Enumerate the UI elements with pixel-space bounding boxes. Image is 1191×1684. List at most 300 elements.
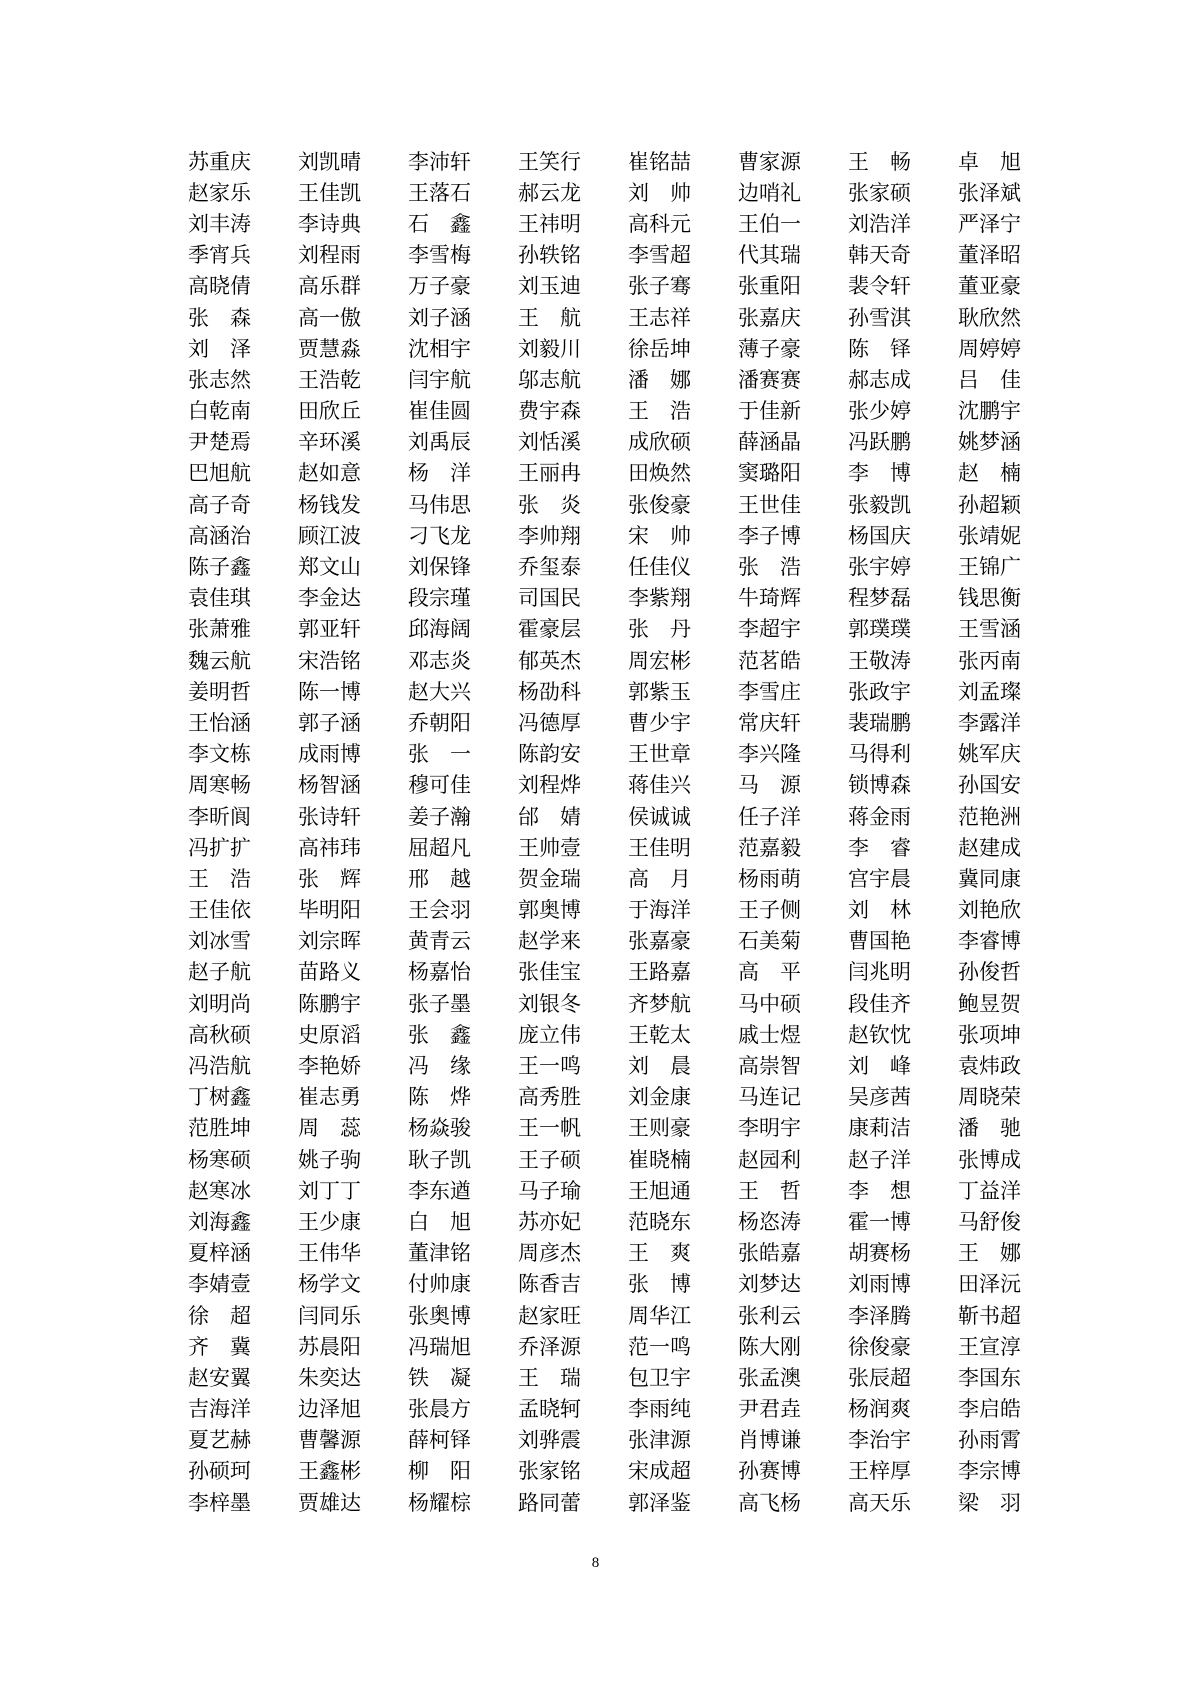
name-cell: 成欣硕: [628, 430, 691, 455]
name-cell: 李雪梅: [408, 243, 471, 268]
name-row: [188, 800, 1028, 831]
name-cell: 张 炎: [518, 492, 581, 517]
name-cell: 王佳明: [628, 835, 691, 860]
name-cell: 徐岳坤: [628, 336, 691, 361]
name-cell: 霍豪层: [518, 617, 581, 642]
name-cell: 杨 洋: [408, 461, 471, 486]
name-cell: 李宗博: [958, 1459, 1021, 1484]
name-cell: 张辰超: [848, 1365, 911, 1390]
name-cell: 白乾南: [188, 399, 251, 424]
name-cell: 王宣淳: [958, 1334, 1021, 1359]
name-cell: 乔朝阳: [408, 710, 471, 735]
name-cell: 王少康: [298, 1209, 361, 1234]
name-row: [188, 956, 1028, 987]
name-cell: 程梦磊: [848, 586, 911, 611]
name-cell: 孙俊哲: [958, 960, 1021, 985]
name-cell: 邱海阔: [408, 617, 471, 642]
name-cell: 吕 佳: [958, 367, 1021, 392]
name-cell: 段宗瑾: [408, 586, 471, 611]
name-cell: 郭紫玉: [628, 679, 691, 704]
name-cell: 董津铭: [408, 1241, 471, 1266]
name-cell: 王帅壹: [518, 835, 581, 860]
name-cell: 邬志航: [518, 367, 581, 392]
name-cell: 李泽腾: [848, 1303, 911, 1328]
name-cell: 刘梦达: [738, 1272, 801, 1297]
name-cell: 边哨礼: [738, 180, 801, 205]
name-cell: 陈 铎: [848, 336, 911, 361]
name-cell: 贾雄达: [298, 1490, 361, 1515]
name-cell: 高 平: [738, 960, 801, 985]
name-cell: 张萧雅: [188, 617, 251, 642]
name-cell: 王敬涛: [848, 648, 911, 673]
name-cell: 屈超凡: [408, 835, 471, 860]
name-cell: 李启皓: [958, 1397, 1021, 1422]
name-cell: 王伯一: [738, 211, 801, 236]
name-cell: 蒋佳兴: [628, 773, 691, 798]
name-cell: 付帅康: [408, 1272, 471, 1297]
name-cell: 吴彦茜: [848, 1085, 911, 1110]
name-cell: 冯浩航: [188, 1054, 251, 1079]
name-cell: 于海洋: [628, 898, 691, 923]
name-cell: 康莉洁: [848, 1116, 911, 1141]
name-cell: 张子骞: [628, 274, 691, 299]
name-cell: 张 鑫: [408, 1022, 471, 1047]
name-cell: 孙轶铭: [518, 243, 581, 268]
name-cell: 王志祥: [628, 305, 691, 330]
page-number: 8: [591, 1555, 600, 1571]
name-cell: 李国东: [958, 1365, 1021, 1390]
name-cell: 袁佳琪: [188, 586, 251, 611]
name-cell: 于佳新: [738, 399, 801, 424]
name-cell: 李露洋: [958, 710, 1021, 735]
name-cell: 李治宇: [848, 1428, 911, 1453]
name-cell: 乔玺泰: [518, 555, 581, 580]
name-cell: 夏梓涵: [188, 1241, 251, 1266]
name-row: [188, 738, 1028, 769]
name-cell: 刘恬溪: [518, 430, 581, 455]
name-cell: 赵学来: [518, 929, 581, 954]
name-cell: 王伟华: [298, 1241, 361, 1266]
name-cell: 张佳宝: [518, 960, 581, 985]
name-cell: 钱思衡: [958, 586, 1021, 611]
name-cell: 铁 凝: [408, 1365, 471, 1390]
name-cell: 李兴隆: [738, 742, 801, 767]
name-cell: 冯扩扩: [188, 835, 251, 860]
name-row: [188, 925, 1028, 956]
name-cell: 曹国艳: [848, 929, 911, 954]
name-cell: 常庆轩: [738, 710, 801, 735]
name-cell: 郝志成: [848, 367, 911, 392]
name-cell: 张嘉豪: [628, 929, 691, 954]
name-cell: 刘浩洋: [848, 211, 911, 236]
name-cell: 穆可佳: [408, 773, 471, 798]
name-row: [188, 270, 1028, 301]
name-row: [188, 1455, 1028, 1486]
name-cell: 路同蕾: [518, 1490, 581, 1515]
name-cell: 徐俊豪: [848, 1334, 911, 1359]
name-cell: 李子博: [738, 523, 801, 548]
name-cell: 徐 超: [188, 1303, 251, 1328]
name-cell: 张皓嘉: [738, 1241, 801, 1266]
name-cell: 崔铭喆: [628, 149, 691, 174]
name-cell: 孙赛博: [738, 1459, 801, 1484]
name-row: [188, 1393, 1028, 1424]
name-cell: 柳 阳: [408, 1459, 471, 1484]
name-cell: 张家铭: [518, 1459, 581, 1484]
name-cell: 郭子涵: [298, 710, 361, 735]
name-cell: 赵子航: [188, 960, 251, 985]
name-cell: 杨智涵: [298, 773, 361, 798]
name-cell: 司国民: [518, 586, 581, 611]
name-cell: 马伟思: [408, 492, 471, 517]
name-cell: 石美菊: [738, 929, 801, 954]
name-cell: 尹君垚: [738, 1397, 801, 1422]
name-cell: 王笑行: [518, 149, 581, 174]
name-cell: 冀同康: [958, 866, 1021, 891]
name-cell: 马舒俊: [958, 1209, 1021, 1234]
name-cell: 韩天奇: [848, 243, 911, 268]
name-row: [188, 207, 1028, 238]
name-cell: 卓 旭: [958, 149, 1021, 174]
name-cell: 吉海洋: [188, 1397, 251, 1422]
name-cell: 刘 峰: [848, 1054, 911, 1079]
name-cell: 潘 娜: [628, 367, 691, 392]
name-row: [188, 706, 1028, 737]
name-cell: 苗路义: [298, 960, 361, 985]
name-list-body: [188, 145, 1028, 1517]
name-cell: 史原滔: [298, 1022, 361, 1047]
name-cell: 刘银冬: [518, 991, 581, 1016]
name-cell: 王浩乾: [298, 367, 361, 392]
name-cell: 乔泽源: [518, 1334, 581, 1359]
name-cell: 邰 婧: [518, 804, 581, 829]
name-row: [188, 675, 1028, 706]
name-cell: 田焕然: [628, 461, 691, 486]
name-row: [188, 519, 1028, 550]
name-cell: 高飞杨: [738, 1490, 801, 1515]
name-cell: 张 博: [628, 1272, 691, 1297]
name-row: [188, 1237, 1028, 1268]
name-cell: 王 哲: [738, 1178, 801, 1203]
name-cell: 王一鸣: [518, 1054, 581, 1079]
name-cell: 高晓倩: [188, 274, 251, 299]
name-cell: 孙硕珂: [188, 1459, 251, 1484]
name-cell: 郭泽鉴: [628, 1490, 691, 1515]
name-row: [188, 644, 1028, 675]
name-cell: 李睿博: [958, 929, 1021, 954]
name-cell: 王落石: [408, 180, 471, 205]
name-cell: 马中硕: [738, 991, 801, 1016]
name-cell: 靳书超: [958, 1303, 1021, 1328]
name-cell: 高祎玮: [298, 835, 361, 860]
name-cell: 刘宗晖: [298, 929, 361, 954]
name-cell: 宋浩铭: [298, 648, 361, 673]
name-cell: 李文栋: [188, 742, 251, 767]
name-cell: 刘骅震: [518, 1428, 581, 1453]
name-row: [188, 301, 1028, 332]
name-cell: 刘程烨: [518, 773, 581, 798]
name-cell: 李东遒: [408, 1178, 471, 1203]
name-cell: 王子侧: [738, 898, 801, 923]
name-cell: 牛琦辉: [738, 586, 801, 611]
name-row: [188, 332, 1028, 363]
name-cell: 马子瑜: [518, 1178, 581, 1203]
name-cell: 冯 缘: [408, 1054, 471, 1079]
name-cell: 王 浩: [188, 866, 251, 891]
name-cell: 张项坤: [958, 1022, 1021, 1047]
name-cell: 董亚豪: [958, 274, 1021, 299]
name-cell: 李超宇: [738, 617, 801, 642]
name-cell: 赵子洋: [848, 1147, 911, 1172]
name-cell: 王旭通: [628, 1178, 691, 1203]
name-cell: 赵大兴: [408, 679, 471, 704]
name-cell: 马连记: [738, 1085, 801, 1110]
name-cell: 刘丁丁: [298, 1178, 361, 1203]
name-cell: 周 蕊: [298, 1116, 361, 1141]
name-cell: 田泽沅: [958, 1272, 1021, 1297]
name-cell: 戚士煜: [738, 1022, 801, 1047]
name-row: [188, 550, 1028, 581]
name-cell: 贺金瑞: [518, 866, 581, 891]
name-cell: 张 一: [408, 742, 471, 767]
name-cell: 张 浩: [738, 555, 801, 580]
name-cell: 耿欣然: [958, 305, 1021, 330]
name-row: [188, 987, 1028, 1018]
name-cell: 刁飞龙: [408, 523, 471, 548]
name-cell: 赵家旺: [518, 1303, 581, 1328]
name-cell: 蒋金雨: [848, 804, 911, 829]
name-cell: 姚军庆: [958, 742, 1021, 767]
name-cell: 范晓东: [628, 1209, 691, 1234]
name-cell: 王世章: [628, 742, 691, 767]
name-cell: 陈香吉: [518, 1272, 581, 1297]
name-cell: 冯瑞旭: [408, 1334, 471, 1359]
name-cell: 杨恣涛: [738, 1209, 801, 1234]
name-cell: 薛柯铎: [408, 1428, 471, 1453]
name-cell: 郭奥博: [518, 898, 581, 923]
name-cell: 张 辉: [298, 866, 361, 891]
name-cell: 鲍昱贺: [958, 991, 1021, 1016]
name-cell: 高崇智: [738, 1054, 801, 1079]
name-cell: 王祎明: [518, 211, 581, 236]
name-cell: 李沛轩: [408, 149, 471, 174]
name-cell: 冯跃鹏: [848, 430, 911, 455]
name-cell: 高秋硕: [188, 1022, 251, 1047]
name-cell: 刘玉迪: [518, 274, 581, 299]
name-row: [188, 457, 1028, 488]
name-cell: 赵园利: [738, 1147, 801, 1172]
name-cell: 刘程雨: [298, 243, 361, 268]
name-cell: 张津源: [628, 1428, 691, 1453]
name-cell: 范嘉毅: [738, 835, 801, 860]
name-cell: 刘子涵: [408, 305, 471, 330]
name-cell: 杨焱骏: [408, 1116, 471, 1141]
name-cell: 成雨博: [298, 742, 361, 767]
name-cell: 杨耀棕: [408, 1490, 471, 1515]
name-cell: 王锦广: [958, 555, 1021, 580]
name-cell: 张志然: [188, 367, 251, 392]
name-cell: 耿子凯: [408, 1147, 471, 1172]
name-cell: 张奥博: [408, 1303, 471, 1328]
name-cell: 王世佳: [738, 492, 801, 517]
name-row: [188, 831, 1028, 862]
name-cell: 严泽宁: [958, 211, 1021, 236]
name-row: [188, 1143, 1028, 1174]
name-cell: 郁英杰: [518, 648, 581, 673]
name-cell: 郑文山: [298, 555, 361, 580]
name-cell: 李雨纯: [628, 1397, 691, 1422]
name-cell: 王梓厚: [848, 1459, 911, 1484]
name-cell: 刘明尚: [188, 991, 251, 1016]
name-cell: 王乾太: [628, 1022, 691, 1047]
name-cell: 姜明哲: [188, 679, 251, 704]
name-cell: 王 瑞: [518, 1365, 581, 1390]
name-cell: 薄子豪: [738, 336, 801, 361]
name-row: [188, 1330, 1028, 1361]
name-row: [188, 395, 1028, 426]
name-row: [188, 1299, 1028, 1330]
name-cell: 曹少宇: [628, 710, 691, 735]
name-cell: 王佳凯: [298, 180, 361, 205]
name-cell: 杨学文: [298, 1272, 361, 1297]
name-cell: 张政宇: [848, 679, 911, 704]
name-cell: 周彦杰: [518, 1241, 581, 1266]
name-cell: 王 浩: [628, 399, 691, 424]
name-cell: 刘凯晴: [298, 149, 361, 174]
name-cell: 王 畅: [848, 149, 911, 174]
name-row: [188, 488, 1028, 519]
name-cell: 刘 晨: [628, 1054, 691, 1079]
name-cell: 齐 冀: [188, 1334, 251, 1359]
name-cell: 高乐群: [298, 274, 361, 299]
name-row: [188, 1174, 1028, 1205]
name-cell: 王佳依: [188, 898, 251, 923]
name-cell: 代其瑞: [738, 243, 801, 268]
name-cell: 孟晓轲: [518, 1397, 581, 1422]
name-cell: 李金达: [298, 586, 361, 611]
name-cell: 辛环溪: [298, 430, 361, 455]
name-cell: 裴令轩: [848, 274, 911, 299]
name-cell: 张少婷: [848, 399, 911, 424]
name-cell: 侯诚诚: [628, 804, 691, 829]
name-cell: 刘雨博: [848, 1272, 911, 1297]
name-row: [188, 1205, 1028, 1236]
name-cell: 李诗典: [298, 211, 361, 236]
name-cell: 孙雪淇: [848, 305, 911, 330]
name-cell: 魏云航: [188, 648, 251, 673]
name-cell: 李 想: [848, 1178, 911, 1203]
name-cell: 刘金康: [628, 1085, 691, 1110]
name-cell: 郭璞璞: [848, 617, 911, 642]
name-cell: 陈鹏宇: [298, 991, 361, 1016]
name-cell: 闫同乐: [298, 1303, 361, 1328]
name-cell: 苏晨阳: [298, 1334, 361, 1359]
name-cell: 张 森: [188, 305, 251, 330]
name-cell: 孙雨霄: [958, 1428, 1021, 1453]
name-cell: 潘赛赛: [738, 367, 801, 392]
name-cell: 曹馨源: [298, 1428, 361, 1453]
name-cell: 潘 驰: [958, 1116, 1021, 1141]
name-cell: 李雪庄: [738, 679, 801, 704]
name-cell: 高科元: [628, 211, 691, 236]
name-cell: 高秀胜: [518, 1085, 581, 1110]
name-cell: 马 源: [738, 773, 801, 798]
name-cell: 胡赛杨: [848, 1241, 911, 1266]
name-cell: 李昕阆: [188, 804, 251, 829]
name-cell: 王怡涵: [188, 710, 251, 735]
name-cell: 范胜坤: [188, 1116, 251, 1141]
name-cell: 杨钱发: [298, 492, 361, 517]
name-cell: 李 睿: [848, 835, 911, 860]
name-cell: 薛涵晶: [738, 430, 801, 455]
name-cell: 杨雨萌: [738, 866, 801, 891]
name-cell: 刘丰涛: [188, 211, 251, 236]
name-cell: 赵家乐: [188, 180, 251, 205]
name-cell: 刘 泽: [188, 336, 251, 361]
name-cell: 张毅凯: [848, 492, 911, 517]
name-cell: 梁 羽: [958, 1490, 1021, 1515]
name-cell: 宋 帅: [628, 523, 691, 548]
name-cell: 王则豪: [628, 1116, 691, 1141]
name-cell: 袁炜政: [958, 1054, 1021, 1079]
name-row: [188, 239, 1028, 270]
name-cell: 周晓荣: [958, 1085, 1021, 1110]
name-cell: 范艳洲: [958, 804, 1021, 829]
name-cell: 齐梦航: [628, 991, 691, 1016]
name-cell: 李紫翔: [628, 586, 691, 611]
name-cell: 崔佳圆: [408, 399, 471, 424]
name-cell: 李艳娇: [298, 1054, 361, 1079]
name-cell: 苏亦妃: [518, 1209, 581, 1234]
name-cell: 杨劭科: [518, 679, 581, 704]
name-cell: 边泽旭: [298, 1397, 361, 1422]
name-cell: 张 丹: [628, 617, 691, 642]
name-cell: 高子奇: [188, 492, 251, 517]
name-cell: 张嘉庆: [738, 305, 801, 330]
name-cell: 崔晓楠: [628, 1147, 691, 1172]
name-cell: 刘毅川: [518, 336, 581, 361]
name-cell: 黄青云: [408, 929, 471, 954]
name-cell: 李 博: [848, 461, 911, 486]
name-cell: 周华江: [628, 1303, 691, 1328]
name-cell: 李明宇: [738, 1116, 801, 1141]
name-cell: 高一傲: [298, 305, 361, 330]
name-cell: 裴瑞鹏: [848, 710, 911, 735]
name-row: [188, 582, 1028, 613]
name-cell: 朱奕达: [298, 1365, 361, 1390]
name-cell: 杨寒硕: [188, 1147, 251, 1172]
name-cell: 陈一博: [298, 679, 361, 704]
name-cell: 董泽昭: [958, 243, 1021, 268]
name-cell: 白 旭: [408, 1209, 471, 1234]
name-cell: 锁博森: [848, 773, 911, 798]
name-cell: 王会羽: [408, 898, 471, 923]
name-cell: 张子墨: [408, 991, 471, 1016]
name-cell: 张诗轩: [298, 804, 361, 829]
name-cell: 张靖妮: [958, 523, 1021, 548]
name-cell: 孙超颖: [958, 492, 1021, 517]
name-cell: 刘 林: [848, 898, 911, 923]
name-cell: 窦璐阳: [738, 461, 801, 486]
name-cell: 陈韵安: [518, 742, 581, 767]
name-cell: 赵钦忱: [848, 1022, 911, 1047]
name-row: [188, 145, 1028, 176]
name-cell: 庞立伟: [518, 1022, 581, 1047]
name-cell: 周宏彬: [628, 648, 691, 673]
name-cell: 尹楚焉: [188, 430, 251, 455]
name-cell: 张丙南: [958, 648, 1021, 673]
name-cell: 孙国安: [958, 773, 1021, 798]
